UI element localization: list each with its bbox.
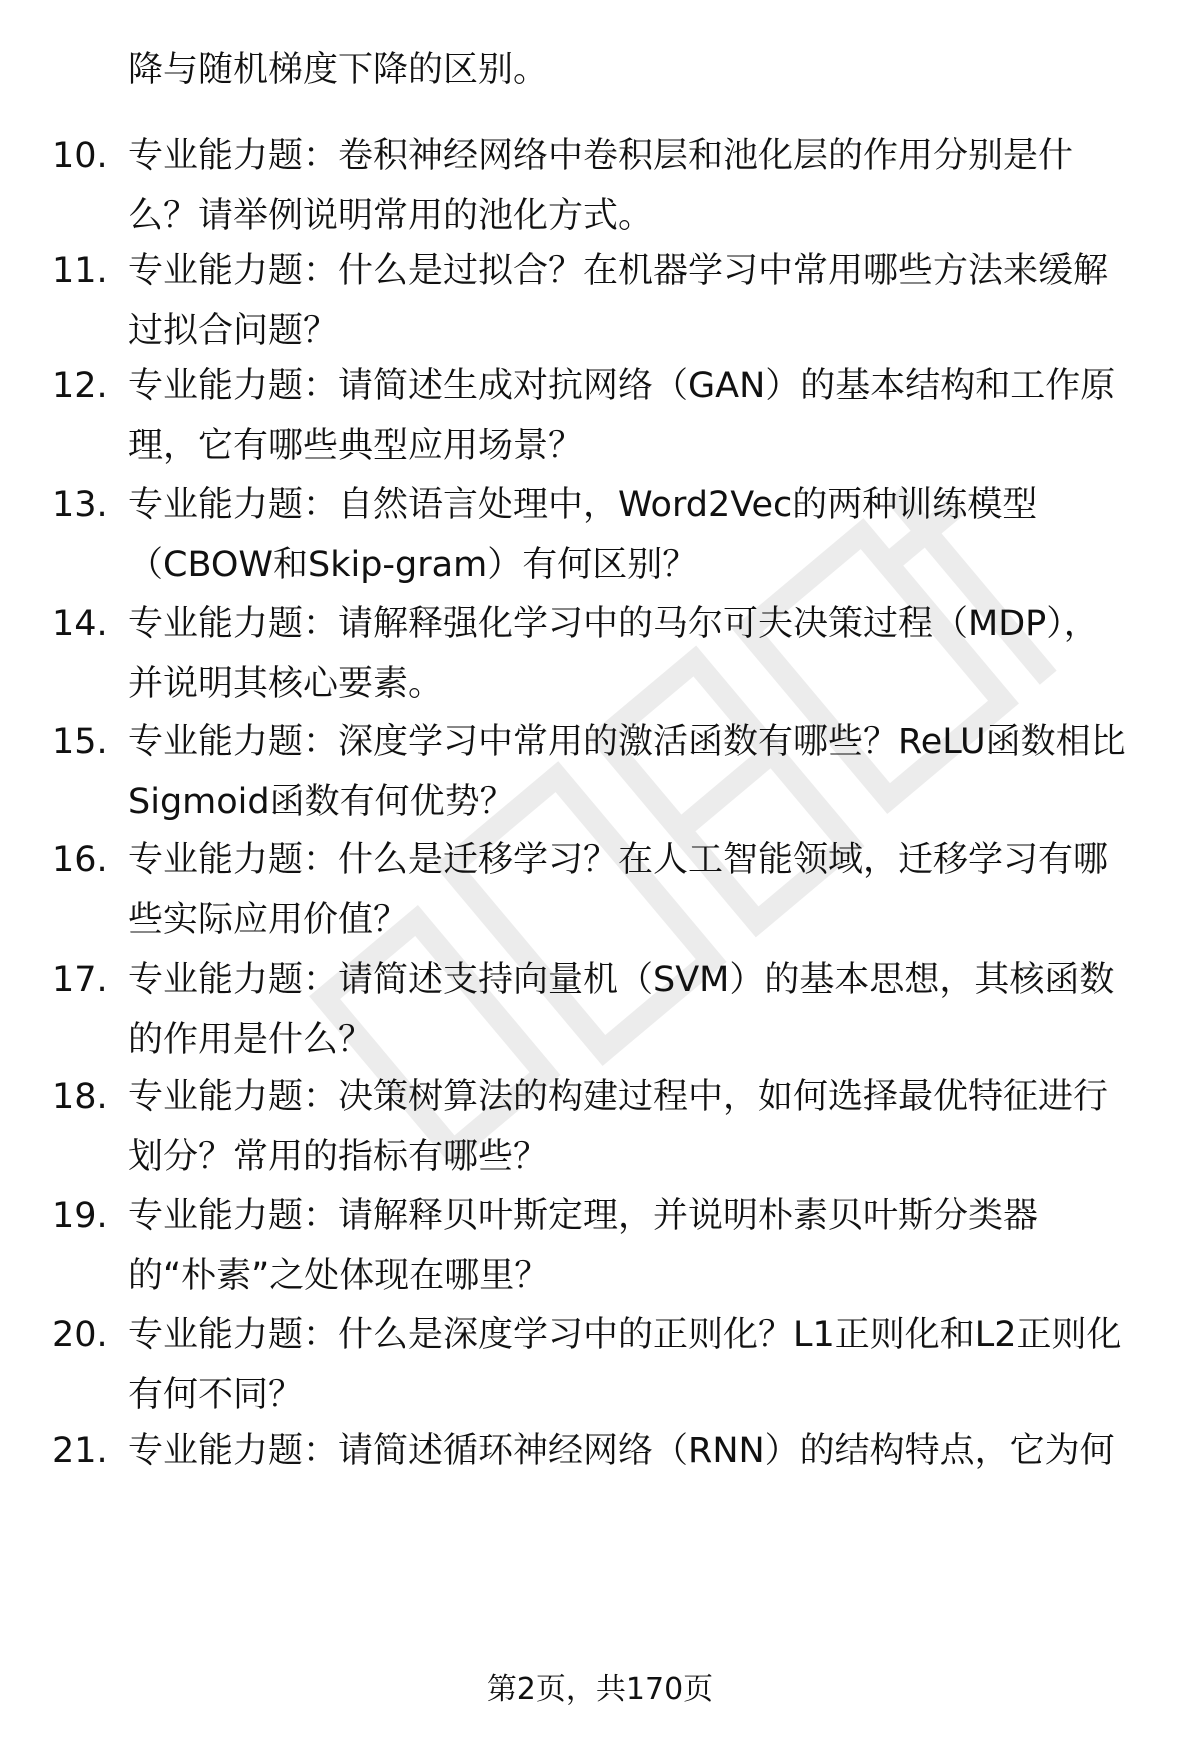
- question-text-line: 并说明其核心要素。: [128, 664, 444, 704]
- question-text-line: 专业能力题：请解释贝叶斯定理，并说明朴素贝叶斯分类器: [128, 1196, 1039, 1236]
- question-text-line: 过拟合问题？: [128, 311, 339, 351]
- question-text-line: 划分？常用的指标有哪些？: [128, 1137, 549, 1177]
- question-number: 18.: [52, 1077, 108, 1117]
- question-number: 17.: [52, 960, 108, 1000]
- question-text-line: 专业能力题：请简述支持向量机（SVM）的基本思想，其核函数: [128, 960, 1115, 1000]
- question-text-line: 的“朴素”之处体现在哪里？: [128, 1256, 550, 1296]
- question-text-line: 些实际应用价值？: [128, 900, 409, 940]
- question-text-line: 专业能力题：请简述循环神经网络（RNN）的结构特点，它为何: [128, 1431, 1115, 1471]
- question-number: 21.: [52, 1431, 108, 1471]
- question-text-line: 专业能力题：请简述生成对抗网络（GAN）的基本结构和工作原: [128, 366, 1116, 406]
- question-number: 10.: [52, 136, 108, 176]
- question-number: 12.: [52, 366, 108, 406]
- question-text-line: 专业能力题：卷积神经网络中卷积层和池化层的作用分别是什: [128, 136, 1074, 176]
- question-number: 20.: [52, 1315, 108, 1355]
- continuation-text: 降与随机梯度下降的区别。: [128, 50, 549, 90]
- question-number: 16.: [52, 840, 108, 880]
- question-number: 19.: [52, 1196, 108, 1236]
- question-text-line: 专业能力题：什么是迁移学习？在人工智能领域，迁移学习有哪: [128, 840, 1109, 880]
- question-text-line: 专业能力题：什么是深度学习中的正则化？L1正则化和L2正则化: [128, 1315, 1122, 1355]
- question-text-line: 专业能力题：请解释强化学习中的马尔可夫决策过程（MDP），: [128, 604, 1099, 644]
- question-number: 11.: [52, 251, 108, 291]
- question-text-line: 么？请举例说明常用的池化方式。: [128, 196, 654, 236]
- question-text-line: 专业能力题：什么是过拟合？在机器学习中常用哪些方法来缓解: [128, 251, 1109, 291]
- question-text-line: 理，它有哪些典型应用场景？: [128, 426, 584, 466]
- question-text-line: （CBOW和Skip-gram）有何区别？: [128, 545, 698, 585]
- question-text-line: 有何不同？: [128, 1375, 304, 1415]
- question-number: 13.: [52, 485, 108, 525]
- page-footer: 第2页，共170页: [486, 1672, 714, 1707]
- question-text-line: 的作用是什么？: [128, 1020, 374, 1060]
- question-text-line: 专业能力题：决策树算法的构建过程中，如何选择最优特征进行: [128, 1077, 1109, 1117]
- question-number: 15.: [52, 722, 108, 762]
- question-text-line: 专业能力题：自然语言处理中，Word2Vec的两种训练模型: [128, 485, 1038, 525]
- question-text-line: Sigmoid函数有何优势？: [128, 782, 515, 822]
- question-text-line: 专业能力题：深度学习中常用的激活函数有哪些？ReLU函数相比: [128, 722, 1126, 762]
- question-number: 14.: [52, 604, 108, 644]
